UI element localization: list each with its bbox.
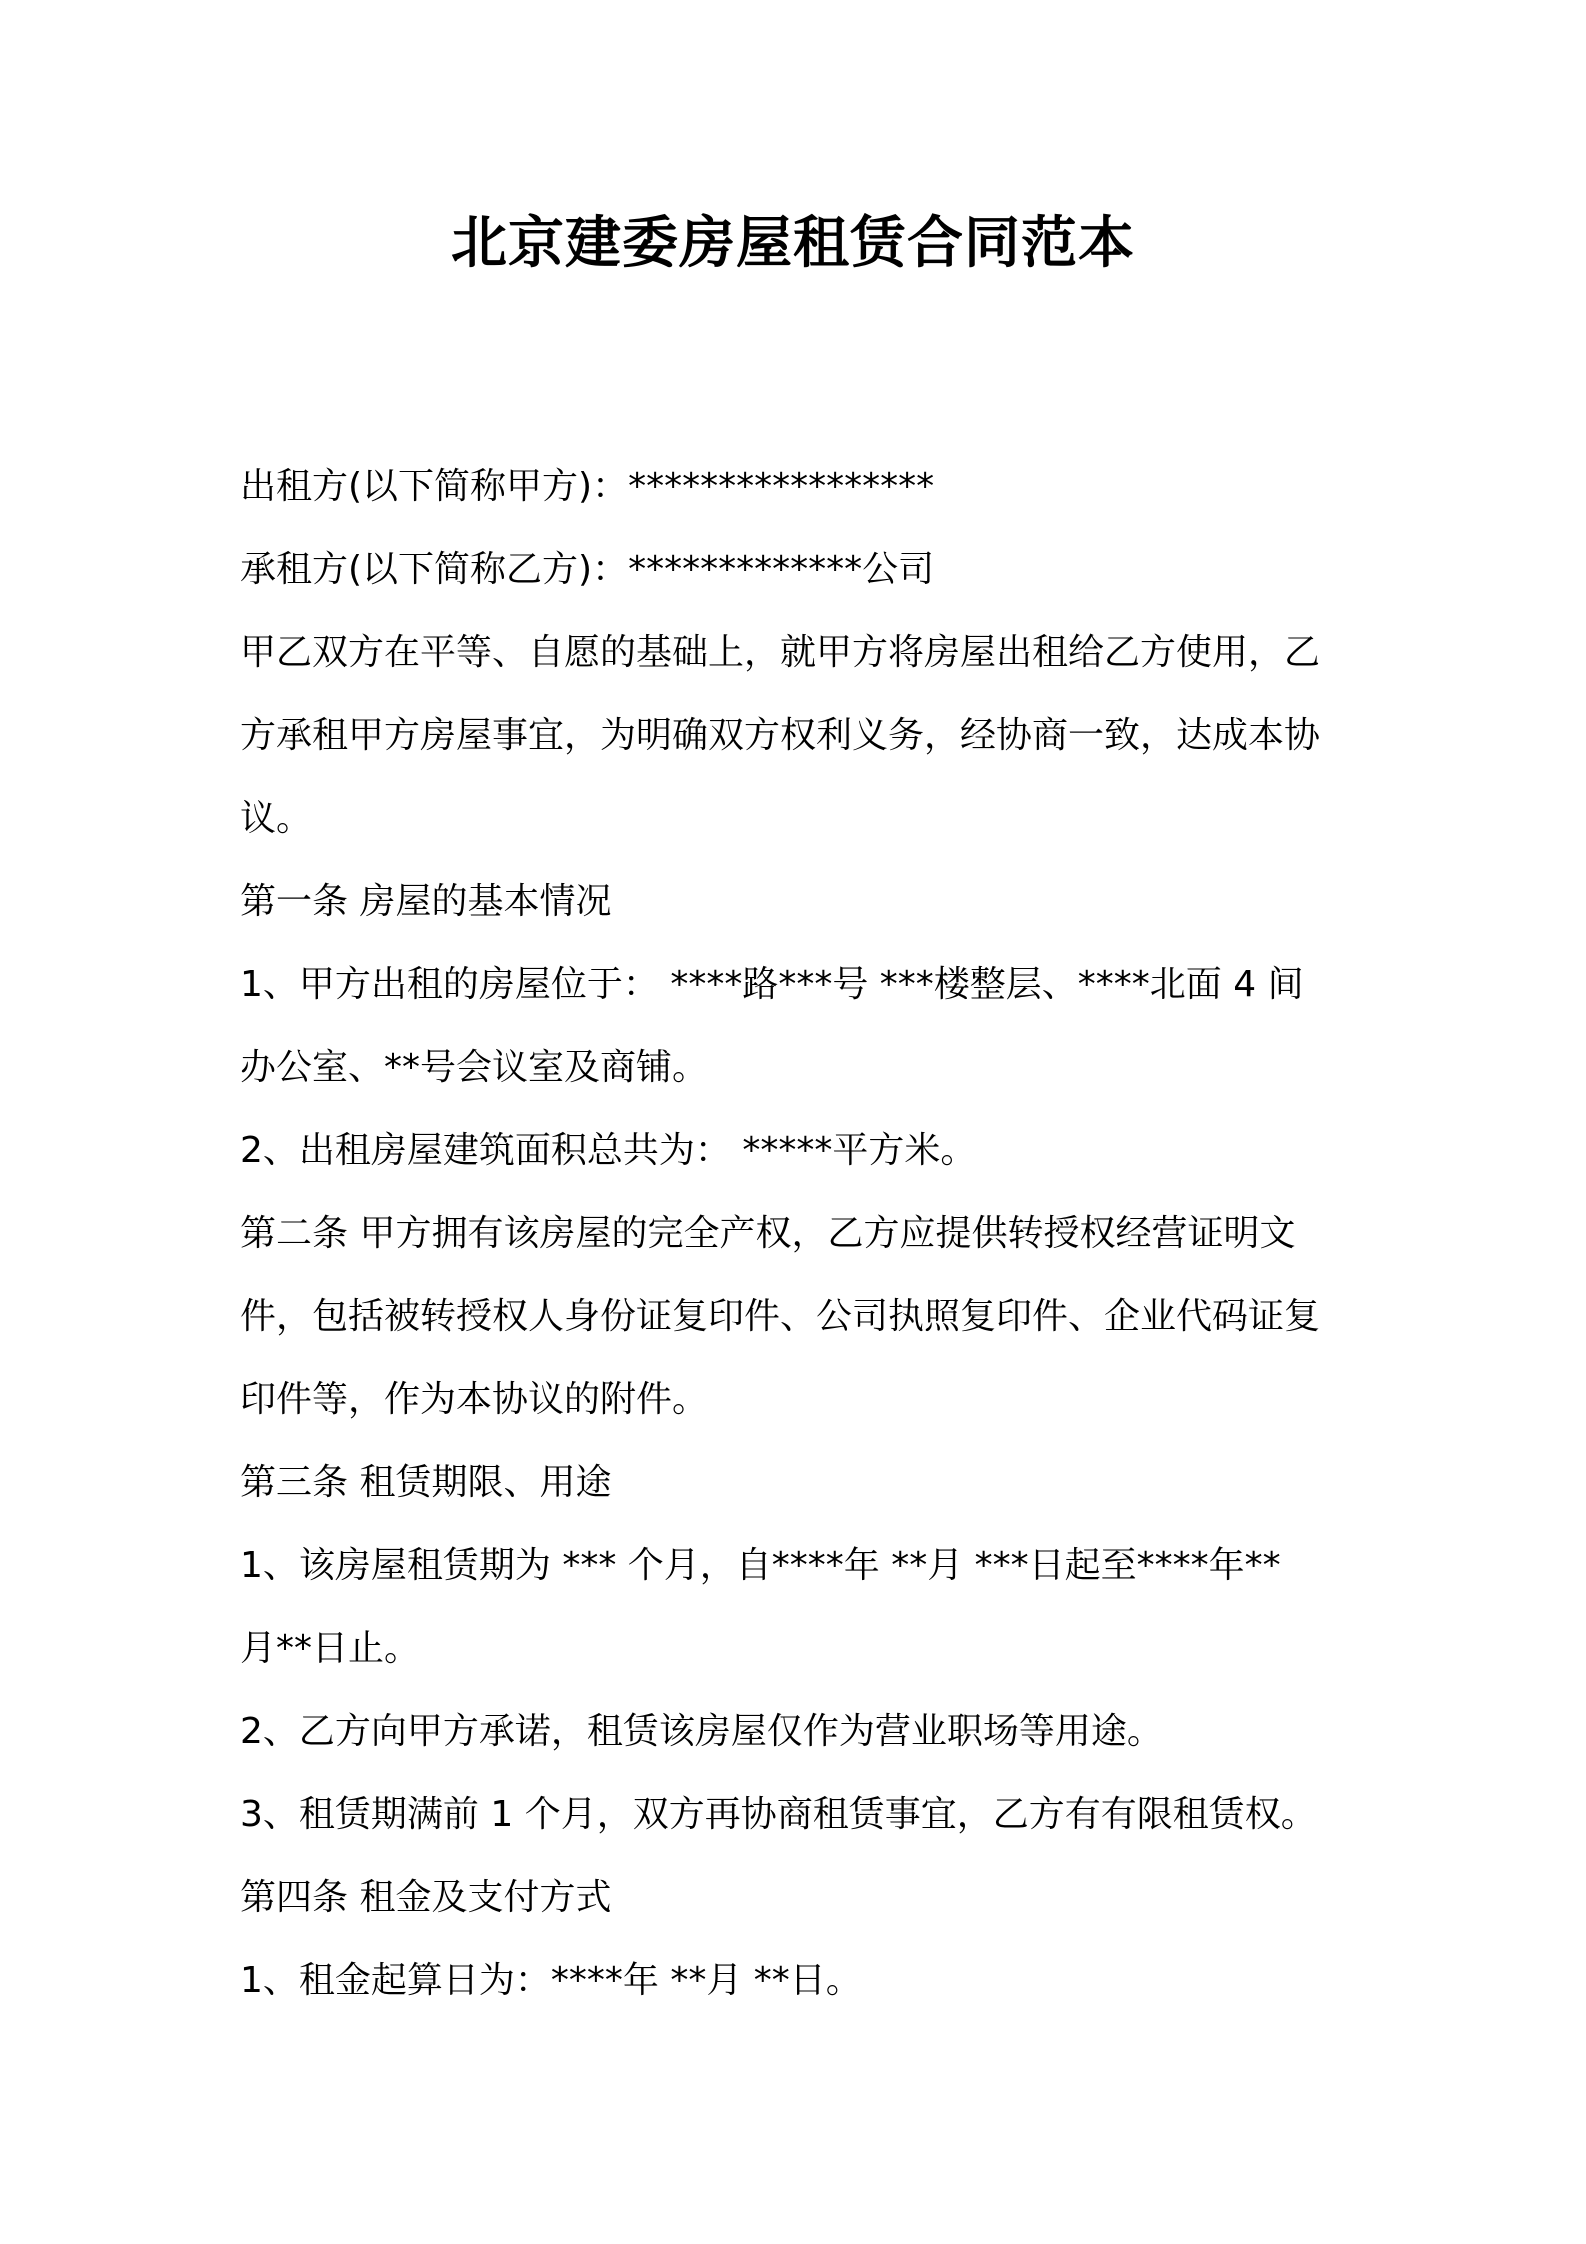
party-b-line: 承租方(以下简称乙方)：*************公司 [240, 549, 935, 590]
article-3-heading: 第三条 租赁期限、用途 [240, 1462, 612, 1503]
article-1-heading: 第一条 房屋的基本情况 [240, 881, 612, 922]
article-1-clause-1-line-2: 办公室、**号会议室及商铺。 [240, 1047, 709, 1088]
preamble-line-1: 甲乙双方在平等、自愿的基础上，就甲方将房屋出租给乙方使用，乙 [240, 632, 1321, 673]
article-2-line-1: 第二条 甲方拥有该房屋的完全产权，乙方应提供转授权经营证明文 [240, 1213, 1296, 1254]
article-3-clause-2: 2、乙方向甲方承诺，租赁该房屋仅作为营业职场等用途。 [240, 1711, 1163, 1752]
article-4-clause-1: 1、租金起算日为：****年 **月 **日。 [240, 1960, 862, 2001]
article-4-heading: 第四条 租金及支付方式 [240, 1877, 612, 1918]
article-2-line-3: 印件等，作为本协议的附件。 [240, 1379, 709, 1420]
document-body [240, 445, 1350, 2022]
party-a-line: 出租方(以下简称甲方)：***************** [240, 466, 935, 507]
article-3-clause-3: 3、租赁期满前 1 个月，双方再协商租赁事宜，乙方有有限租赁权。 [240, 1794, 1317, 1835]
document-title: 北京建委房屋租赁合同范本 [451, 211, 1135, 276]
article-1-clause-1-line-1: 1、甲方出租的房屋位于： ****路***号 ***楼整层、****北面 4 间 [240, 964, 1304, 1005]
article-3-clause-1-line-1: 1、该房屋租赁期为 *** 个月，自****年 **月 ***日起至****年** [240, 1545, 1281, 1586]
article-1-clause-2: 2、出租房屋建筑面积总共为： *****平方米。 [240, 1130, 977, 1171]
article-2-line-2: 件，包括被转授权人身份证复印件、公司执照复印件、企业代码证复 [240, 1296, 1321, 1337]
preamble-line-2: 方承租甲方房屋事宜，为明确双方权利义务，经协商一致，达成本协 [240, 715, 1321, 756]
article-3-clause-1-line-2: 月**日止。 [240, 1628, 421, 1669]
preamble-line-3: 议。 [240, 798, 313, 839]
